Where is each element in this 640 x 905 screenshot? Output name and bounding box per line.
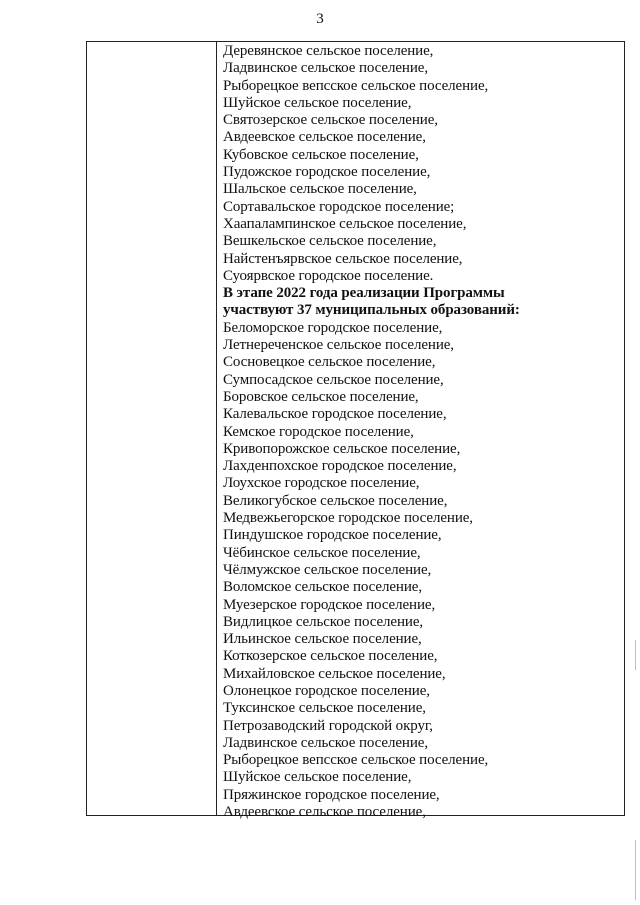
page-number: 3 (316, 11, 324, 27)
municipality-list-item: Чёлмужское сельское поселение, (223, 561, 432, 578)
municipality-list-item: Сосновецкое сельское поселение, (223, 354, 436, 371)
municipality-list-item: Кривопорожское сельское поселение, (223, 440, 461, 457)
municipality-list-item: Пудожское городское поселение, (223, 164, 431, 181)
municipality-list-item: Кубовское сельское поселение, (223, 146, 419, 163)
municipality-list-item: Деревянское сельское поселение, (223, 43, 434, 59)
municipality-list-item: Шуйское сельское поселение, (223, 769, 412, 786)
municipality-list-item: Петрозаводский городской округ, (223, 717, 433, 734)
municipality-list-item: Олонецкое городское поселение, (223, 682, 430, 699)
municipality-list-item: Боровское сельское поселение, (223, 388, 419, 405)
municipality-list-item: Медвежьегорское городское поселение, (223, 510, 473, 527)
municipality-list-previous-stage (223, 43, 619, 285)
municipality-list-stage-2022 (223, 320, 619, 822)
scan-edge-mark (635, 640, 636, 670)
table-right-cell (223, 43, 619, 821)
municipality-list-item: Михайловское сельское поселение, (223, 665, 446, 682)
municipality-list-item: Авдеевское сельское поселение, (223, 804, 426, 821)
municipality-list-item: Калевальское городское поселение, (223, 406, 447, 423)
stage-2022-heading-line-2: участвуют 37 муниципальных образований: (223, 302, 520, 319)
municipality-list-item: Муезерское городское поселение, (223, 596, 436, 613)
municipality-list-item: Видлицкое сельское поселение, (223, 613, 424, 630)
municipality-list-item: Вешкельское сельское поселение, (223, 233, 437, 250)
municipality-list-item: Найстенъярвское сельское поселение, (223, 250, 463, 267)
municipality-list-item: Лоухское городское поселение, (223, 475, 420, 492)
municipality-list-item: Пряжинское городское поселение, (223, 786, 440, 803)
column-divider (216, 42, 217, 815)
municipality-list-item: Суоярвское городское поселение. (223, 267, 434, 284)
municipality-list-item: Шальское сельское поселение, (223, 181, 417, 198)
municipality-list-item: Великогубское сельское поселение, (223, 492, 448, 509)
municipality-list-item: Хаапалампинское сельское поселение, (223, 215, 467, 232)
municipality-list-item: Летнереченское сельское поселение, (223, 337, 454, 354)
municipality-list-item: Сумпосадское сельское поселение, (223, 371, 444, 388)
municipality-list-item: Рыборецкое вепсское сельское поселение, (223, 752, 489, 769)
municipality-list-item: Коткозерское сельское поселение, (223, 648, 438, 665)
municipality-list-item: Ладвинское сельское поселение, (223, 734, 428, 751)
municipality-list-item: Шуйское сельское поселение, (223, 94, 412, 111)
municipality-list-item: Туксинское сельское поселение, (223, 700, 426, 717)
municipality-list-item: Святозерское сельское поселение, (223, 112, 438, 129)
municipality-list-item: Чёбинское сельское поселение, (223, 544, 421, 561)
municipality-list-item: Авдеевское сельское поселение, (223, 129, 426, 146)
municipality-list-item: Ладвинское сельское поселение, (223, 60, 428, 77)
municipality-list-item: Воломское сельское поселение, (223, 579, 422, 596)
municipality-list-item: Сортавальское городское поселение; (223, 198, 455, 215)
municipality-list-item: Ильинское сельское поселение, (223, 631, 422, 648)
municipality-list-item: Рыборецкое вепсское сельское поселение, (223, 77, 489, 94)
municipality-list-item: Беломорское городское поселение, (223, 319, 443, 336)
table-left-cell (87, 42, 216, 815)
municipality-list-item: Лахденпохское городское поселение, (223, 458, 457, 475)
document-table (86, 41, 625, 821)
municipality-list-item: Пиндушское городское поселение, (223, 527, 442, 544)
scan-edge-mark (635, 840, 636, 900)
stage-2022-heading-line-1: В этапе 2022 года реализации Программы (223, 285, 505, 302)
municipality-list-item: Кемское городское поселение, (223, 423, 414, 440)
